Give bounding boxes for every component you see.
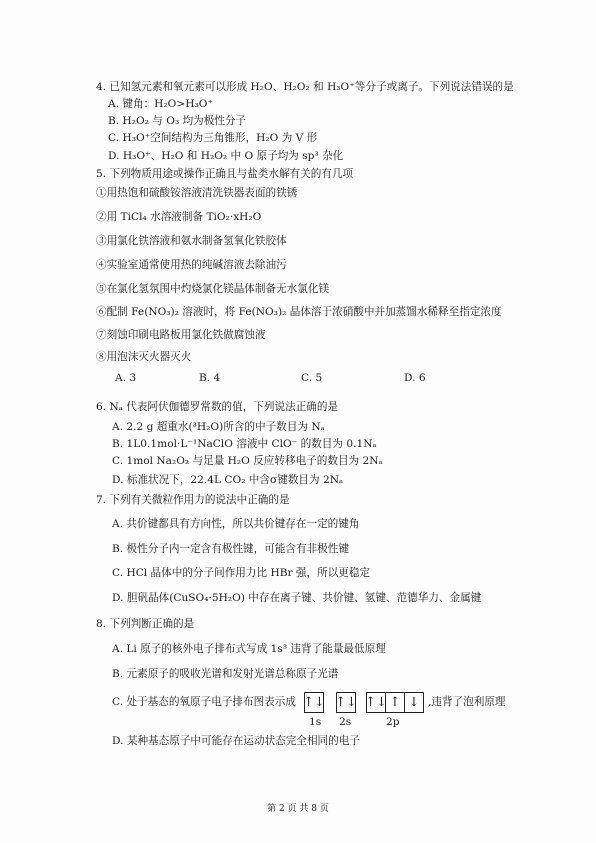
q5-choice-d: D. 6 [404,372,426,384]
q6-option-d: D. 标准状况下，22.4L CO₂ 中含σ键数目为 2Nₐ [112,474,344,486]
q4-option-b: B. H₂O₂ 与 O₃ 均为极性分子 [108,115,247,127]
orbital-label-2s: 2s [339,716,352,728]
orbital-1s-electrons: ↑↓ [303,695,325,710]
q8-option-c-tail: ,违背了泡利原理 [428,696,506,708]
q4-option-d: D. H₃O⁺、H₂O 和 H₂O₂ 中 O 原子均为 sp³ 杂化 [108,150,344,162]
q6-option-c: C. 1mol Na₂O₂ 与足量 H₂O 反应转移电子的数目为 2Nₐ [112,455,383,467]
q6-stem: 6. Nₐ 代表阿伏伽德罗常数的值，下列说法正确的是 [96,401,339,413]
orbital-2p-cell-2: ↑ [386,693,405,712]
q8-option-b: B. 元素原子的吸收光谱和发射光谱总称原子光谱 [112,668,339,680]
q6-option-b: B. 1L0.1mol·L⁻¹NaClO 溶液中 ClO⁻ 的数目为 0.1Nₐ [112,438,377,450]
orbital-2p-cell-3: ↓ [408,695,420,710]
q8-option-c-text: C. 处于基态的氧原子电子排布图表示成 [112,696,296,708]
orbital-2p-box [366,692,424,713]
q5-stem: 5. 下列物质用途或操作正确且与盐类水解有关的有几项 [96,168,354,180]
q5-item-3: ③用氯化铁溶液和氨水制备氢氧化铁胶体 [96,235,287,247]
q5-item-8: ⑧用泡沫灭火器灭火 [96,351,192,363]
q4-option-c: C. H₃O⁺空间结构为三角锥形，H₂O 为 V 形 [108,132,318,144]
orbital-label-2p: 2p [386,716,400,728]
q8-option-a: A. Li 原子的核外电子排布式写成 1s³ 违背了能量最低原理 [112,643,386,655]
q5-item-7: ⑦刻蚀印刷电路板用氯化铁做腐蚀液 [96,329,266,341]
orbital-2p-cell-1: ↑↓ [365,695,387,710]
orbital-2s-box [336,692,356,713]
q4-option-a: A. 键角：H₂O>H₃O⁺ [108,98,213,110]
q7-option-b: B. 极性分子内一定含有极性键，可能含有非极性键 [112,543,349,555]
orbital-2s-electrons: ↑↓ [335,695,357,710]
q4-stem: 4. 已知氢元素和氧元素可以形成 H₂O、H₂O₂ 和 H₃O⁺等分子或离子。下列说法错误的是 [96,81,514,93]
q7-option-c: C. HCl 晶体中的分子间作用力比 HBr 强，所以更稳定 [112,567,371,579]
q7-stem: 7. 下列有关微粒作用力的说法中正确的是 [96,494,290,506]
q5-item-6: ⑥配制 Fe(NO₃)₂ 溶液时，将 Fe(NO₃)₂ 晶体溶于浓硝酸中并加蒸馏水稀释至指定浓度 [96,306,502,318]
q7-option-d: D. 胆矾晶体(CuSO₄·5H₂O) 中存在离子键、共价键、氢键、范德华力、金属键 [112,592,482,604]
q5-item-2: ②用 TiCl₄ 水溶液制备 TiO₂·xH₂O [96,211,262,223]
page-footer: 第 2 页 共 8 页 [267,804,329,814]
q5-choice-a: A. 3 [115,372,137,384]
q5-item-1: ①用热饱和硫酸铵溶液清洗铁器表面的铁锈 [96,187,298,199]
q8-option-d: D. 某种基态原子中可能存在运动状态完全相同的电子 [112,735,360,747]
q5-choice-b: B. 4 [199,372,221,384]
q8-option-c-conclusion: 违背了泡利原理 [431,696,506,708]
q5-item-5: ⑤在氯化氢氛围中灼烧氯化镁晶体制备无水氯化镁 [96,283,330,295]
orbital-label-1s: 1s [309,716,322,728]
q5-item-4: ④实验室通常使用热的纯碱溶液去除油污 [96,259,287,271]
q7-option-a: A. 共价键都具有方向性，所以共价键存在一定的键角 [112,518,360,530]
q6-option-a: A. 2.2 g 超重水(³H₂O)所含的中子数目为 Nₐ [112,421,325,433]
q5-choice-c: C. 5 [301,372,323,384]
orbital-1s-box [304,692,324,713]
q8-stem: 8. 下列判断正确的是 [96,618,195,630]
